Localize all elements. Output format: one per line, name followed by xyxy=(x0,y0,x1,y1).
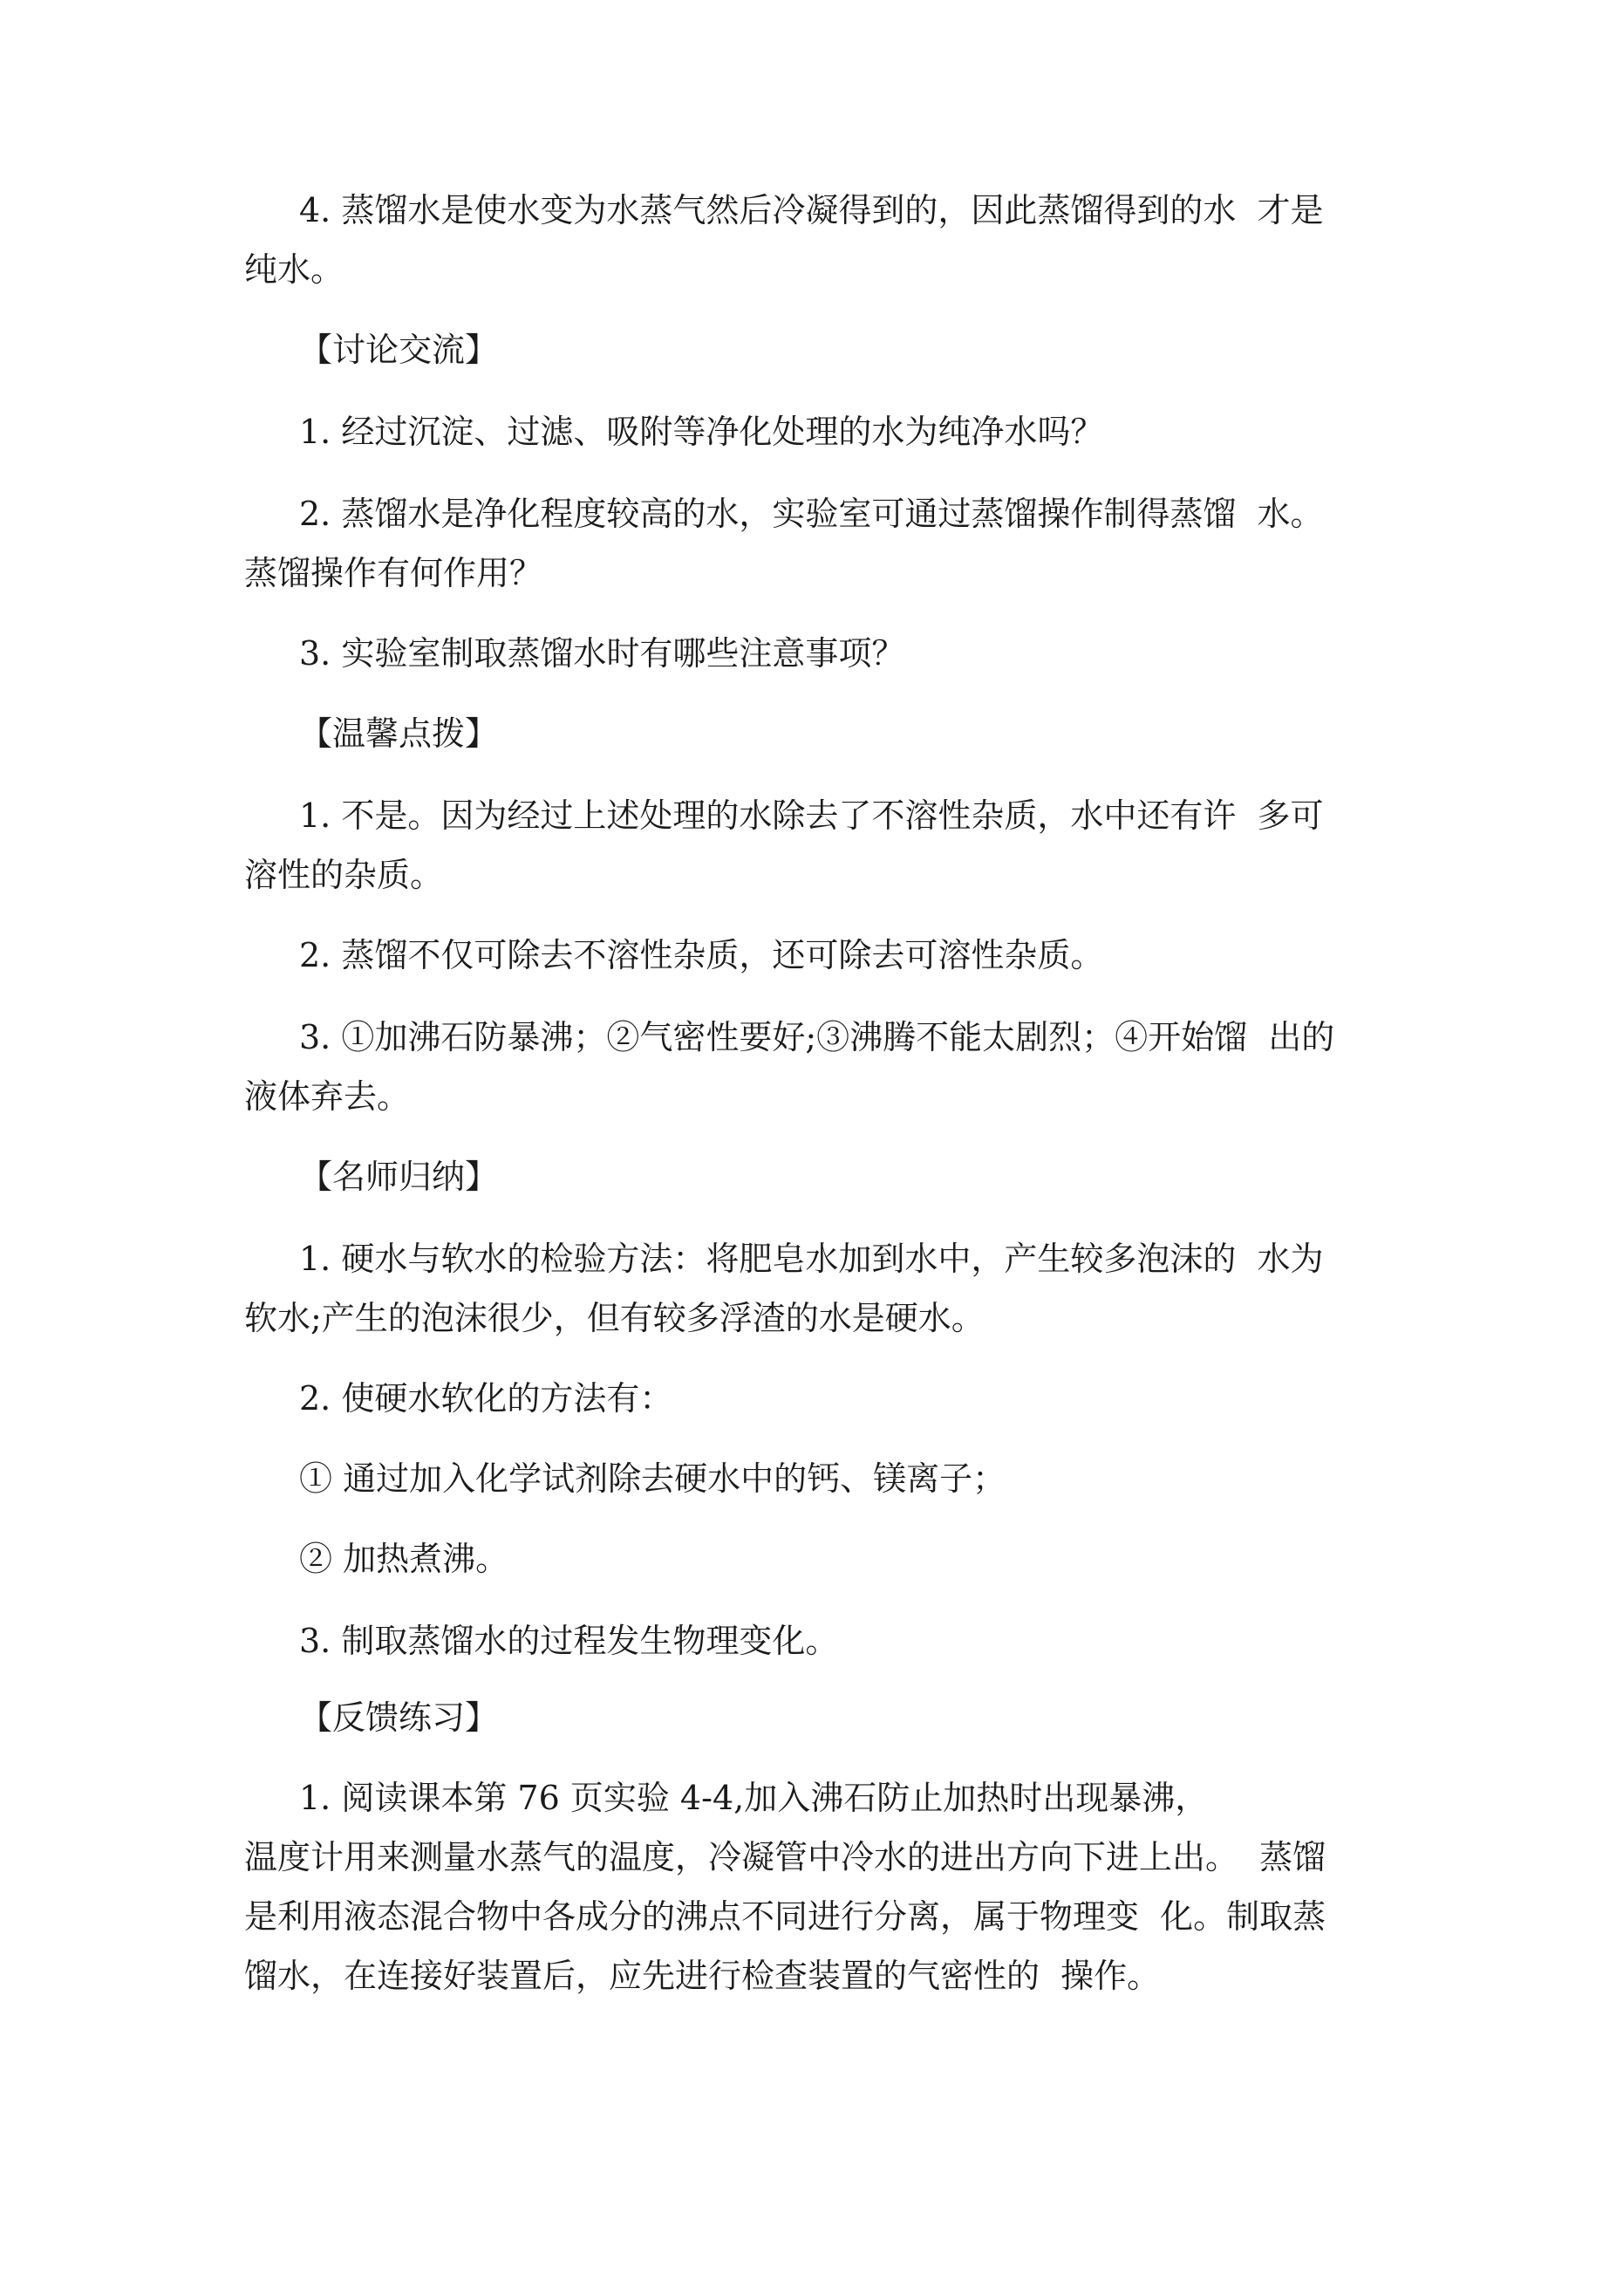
paragraph-line: 3. 实验室制取蒸馏水时有哪些注意事项？ xyxy=(299,634,905,673)
list-item: ② 加热煮沸。 xyxy=(299,1540,509,1578)
section-heading: 【温馨点拨】 xyxy=(299,714,499,753)
paragraph-line: 纯水。 xyxy=(244,250,344,289)
paragraph-line: 是利用液态混合物中各成分的沸点不同进行分离，属于物理变 化。制取蒸 xyxy=(244,1897,1326,1936)
paragraph-line: 温度计用来测量水蒸气的温度，冷凝管中冷水的进出方向下进上出。 蒸馏 xyxy=(244,1838,1326,1876)
paragraph-line: 溶性的杂质。 xyxy=(244,856,444,894)
list-item: ① 通过加入化学试剂除去硬水中的钙、镁离子； xyxy=(299,1459,1006,1498)
paragraph-line: 蒸馏操作有何作用？ xyxy=(244,554,543,592)
paragraph-line: 1. 硬水与软水的检验方法：将肥皂水加到水中，产生较多泡沫的 水为 xyxy=(299,1240,1324,1278)
paragraph-line: 1. 不是。因为经过上述处理的水除去了不溶性杂质，水中还有许 多可 xyxy=(299,796,1324,835)
paragraph-line: 3. 制取蒸馏水的过程发生物理变化。 xyxy=(299,1622,839,1660)
section-heading: 【名师归纳】 xyxy=(299,1158,499,1196)
paragraph-line: 4. 蒸馏水是使水变为水蒸气然后冷凝得到的，因此蒸馏得到的水 才是 xyxy=(299,191,1324,229)
paragraph-line: 2. 使硬水软化的方法有： xyxy=(299,1379,673,1418)
section-heading: 【反馈练习】 xyxy=(299,1698,499,1737)
paragraph-line: 3. ①加沸石防暴沸；②气密性要好;③沸腾不能太剧烈；④开始馏 出的 xyxy=(299,1018,1335,1056)
paragraph-line: 软水;产生的泡沫很少，但有较多浮渣的水是硬水。 xyxy=(244,1299,985,1337)
paragraph-line: 2. 蒸馏不仅可除去不溶性杂质，还可除去可溶性杂质。 xyxy=(299,936,1104,974)
paragraph-line: 1. 阅读课本第 76 页实验 4-4,加入沸石防止加热时出现暴沸， xyxy=(299,1779,1209,1817)
paragraph-line: 馏水，在连接好装置后，应先进行检查装置的气密性的 操作。 xyxy=(244,1957,1161,1995)
paragraph-line: 液体弃去。 xyxy=(244,1077,411,1116)
paragraph-line: 2. 蒸馏水是净化程度较高的水，实验室可通过蒸馏操作制得蒸馏 水。 xyxy=(299,495,1324,533)
paragraph-line: 1. 经过沉淀、过滤、吸附等净化处理的水为纯净水吗？ xyxy=(299,413,1104,451)
section-heading: 【讨论交流】 xyxy=(299,331,499,369)
